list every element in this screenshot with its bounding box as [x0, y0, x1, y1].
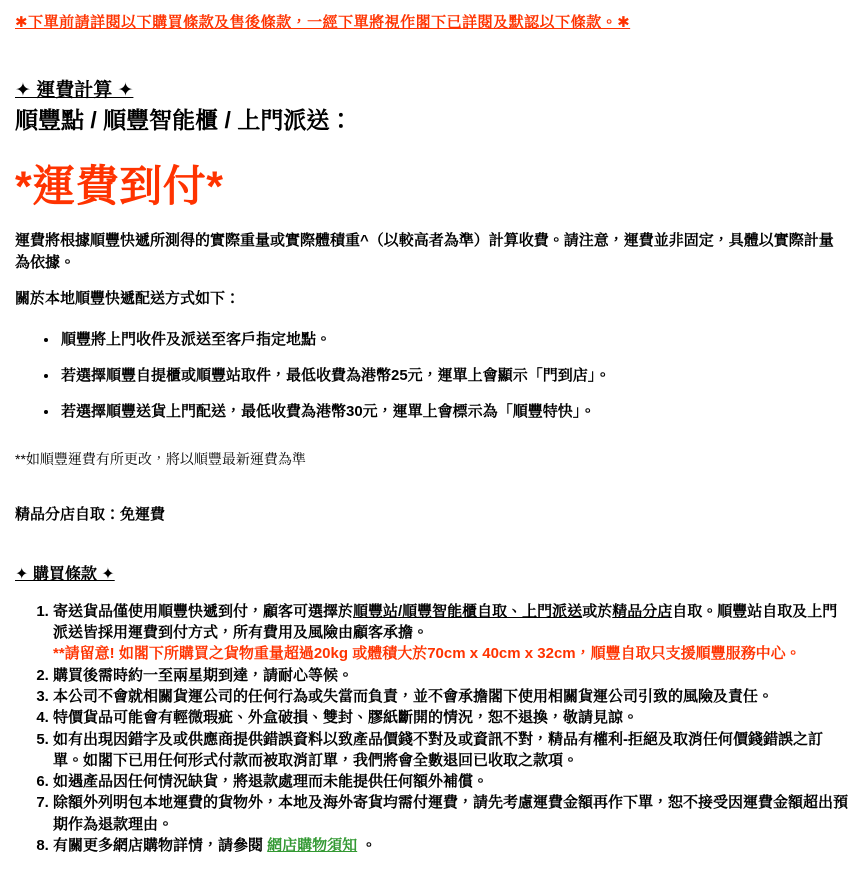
- delivery-methods-title: 關於本地順豐快遞配送方式如下：: [15, 289, 241, 307]
- term-item-delivery-time: 2. 購買後需時約一至兩星期到達，請耐心等候。: [53, 665, 851, 686]
- term-text-underlined-pickup-options: 順豐站/順豐智能櫃自取、上門派送: [353, 602, 583, 620]
- term-text: 寄送貨品僅使用順豐快遞到付，顧客可選擇於: [53, 602, 354, 620]
- purchase-terms-list: [15, 601, 849, 857]
- term-text: 自取。順豐站自取及上門派送皆採用運費到付方式，所有費用及風險由顧客承擔。: [53, 602, 838, 642]
- purchase-terms-heading: ✦ 購買條款 ✦: [15, 565, 115, 583]
- shipping-fee-intro: 運費將根據順豐快遞所測得的實際重量或實際體積重^（以較高者為準）計算收費。請注意，運費並非固定，具體以實際計量為依據。: [15, 231, 834, 272]
- term-item-shipping-options: [53, 601, 851, 665]
- store-pickup-free-note: 精品分店自取：免運費: [15, 506, 166, 524]
- list-item: • 若選擇順豐自提櫃或順豐站取件，最低收費為港幣25元，運單上會顯示「門到店」。: [59, 365, 845, 386]
- term-item-more-info: [53, 835, 851, 856]
- term-item-discount-goods-condition: 4. 特價貨品可能會有輕微瑕疵、外盒破損、雙封、膠紙斷開的情況，恕不退換，敬請見諒。: [53, 707, 851, 728]
- term-item-out-of-stock: 6. 如遇產品因任何情況缺貨，將退款處理而未能提供任何額外補償。: [53, 771, 851, 792]
- purchase-terms-section: [15, 565, 849, 857]
- term-item-pricing-errors: 5. 如有出現因錯字及或供應商提供錯誤資料以致產品價錢不對及或資訊不對，精品有權利-拒絕及取消任何價錢錯誤之訂單。如閣下已用任何形式付款而被取消訂單，我們將會全數退回已收取之款項。: [53, 729, 851, 772]
- term-text: 有關更多網店購物詳情，請參閱: [53, 837, 268, 854]
- weight-limit-warning: **請留意! 如閣下所購買之貨物重量超過20kg 或體積大於70cm x 40cm x 32cm，順豐自取只支援順豐服務中心。: [53, 645, 801, 663]
- shipping-fee-section: [15, 79, 845, 527]
- shipping-fee-heading: ✦ 運費計算 ✦: [15, 79, 134, 101]
- term-text: 或於: [582, 602, 613, 620]
- term-text: 。: [357, 837, 377, 854]
- fee-change-note: **如順豐運費有所更改，將以順豐最新運費為準: [15, 451, 306, 468]
- term-text-underlined-boutique: 精品分店: [612, 602, 673, 620]
- pre-order-notice: ✱下單前請詳閱以下購買條款及售後條款，一經下單將視作閣下已詳閱及默認以下條款。✱: [15, 14, 631, 31]
- list-item: • 若選擇順豐送貨上門配送，最低收費為港幣30元，運單上會標示為「順豐特快」。: [59, 401, 845, 422]
- delivery-methods-list: [15, 329, 845, 422]
- delivery-options-subheading: 順豐點 / 順豐智能櫃 / 上門派送：: [15, 106, 353, 133]
- list-item: • 順豐將上門收件及派送至客戶指定地點。: [59, 329, 845, 350]
- shop-notice-link[interactable]: 網店購物須知: [267, 837, 358, 854]
- term-item-shipping-cost-responsibility: 7. 除額外列明包本地運費的貨物外，本地及海外寄貨均需付運費，請先考慮運費金額再作下單，恕不接受因運費金額超出預期作為退款理由。: [53, 792, 851, 835]
- term-item-courier-liability: 3. 本公司不會就相關貨運公司的任何行為或失當而負責，並不會承擔閣下使用相關貨運公司引致的風險及責任。: [53, 686, 851, 707]
- freight-collect-banner: *運費到付*: [15, 163, 224, 212]
